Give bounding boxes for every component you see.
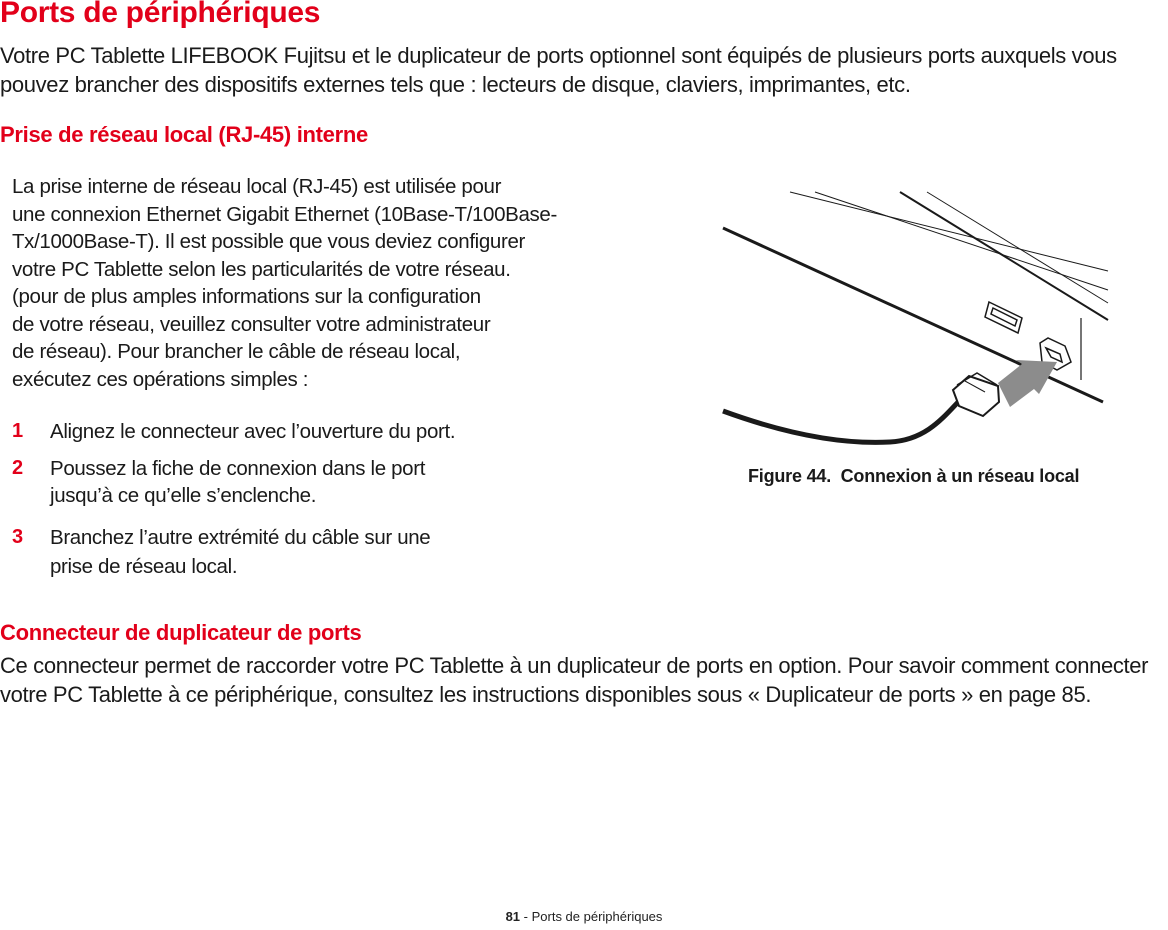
lan-line: exécutez ces opérations simples :	[12, 367, 309, 391]
step-number: 2	[12, 457, 24, 479]
push-arrow-icon	[998, 360, 1057, 407]
lan-line: (pour de plus amples informations sur la configuration	[12, 285, 481, 308]
lan-cable-icon	[723, 373, 999, 442]
intro-paragraph: Votre PC Tablette LIFEBOOK Fujitsu et le duplicateur de ports optionnel sont équipés de plusieurs ports auxquels vous pouvez brancher des dispositifs externes tels que : lecteurs de disque, claviers, imprimantes, etc.	[0, 43, 1117, 97]
step-text-continued: jusqu’à ce qu’elle s’enclenche.	[50, 484, 317, 507]
lan-line: La prise interne de réseau local (RJ-45) est utilisée pour	[12, 175, 502, 198]
step-text: Poussez la fiche de connexion dans le port	[50, 457, 426, 480]
lan-line: de réseau). Pour brancher le câble de réseau local,	[12, 340, 461, 363]
step-text-continued: prise de réseau local.	[50, 555, 238, 578]
step-text: Branchez l’autre extrémité du câble sur une	[50, 526, 431, 549]
lan-line: de votre réseau, veuillez consulter votre administrateur	[12, 312, 491, 336]
chassis-edge-line	[790, 192, 1108, 271]
figure-caption: Figure 44. Connexion à un réseau local	[748, 466, 1080, 486]
chassis-edge-line	[900, 192, 1108, 320]
lan-line: votre PC Tablette selon les particularités de votre réseau.	[12, 257, 511, 281]
lan-description	[12, 173, 652, 393]
duplicator-paragraph: Ce connecteur permet de raccorder votre PC Tablette à un duplicateur de ports en option. Pour savoir comment connecter votre PC Tablette à ce périphérique, consultez les instructions disponibles sous « Duplicateur de ports » en page 85.	[0, 653, 1149, 707]
duplicator-heading: Connecteur de duplicateur de ports	[0, 620, 362, 645]
page-title: Ports de périphériques	[0, 0, 321, 29]
chassis-edge-line	[815, 192, 1108, 290]
footer-section: - Ports de périphériques	[520, 909, 663, 924]
page-footer	[0, 909, 1168, 924]
lan-connection-figure	[715, 180, 1115, 455]
lan-line: Tx/1000Base-T). Il est possible que vous deviez configurer	[12, 230, 525, 253]
usb-port-icon	[985, 302, 1022, 333]
lan-heading: Prise de réseau local (RJ-45) interne	[0, 122, 368, 147]
step-number: 1	[12, 420, 24, 442]
chassis-edge-line	[927, 192, 1108, 303]
step-number: 3	[12, 526, 24, 548]
lan-line: une connexion Ethernet Gigabit Ethernet (10Base-T/100Base-	[12, 202, 557, 226]
page-number: 81	[505, 909, 521, 924]
step-text: Alignez le connecteur avec l’ouverture du port.	[50, 420, 456, 443]
